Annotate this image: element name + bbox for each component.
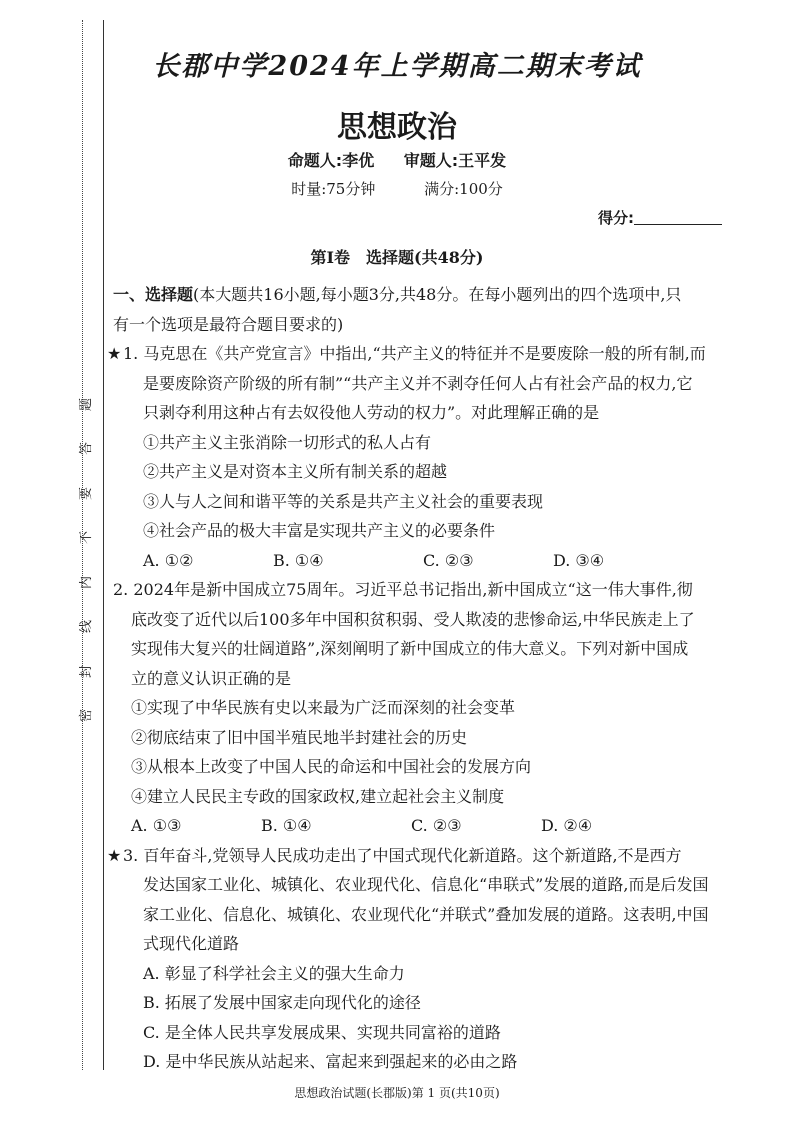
- statement: ②彻底结束了旧中国半殖民地半封建社会的历史: [131, 727, 468, 747]
- stem-line: 家工业化、信息化、城镇化、农业现代化“并联式”叠加发展的道路。这表明,中国: [143, 904, 709, 924]
- option: A. ①②: [143, 550, 194, 570]
- instructions-text: 有一个选项是最符合题目要求的): [113, 314, 344, 334]
- seal-char: 封: [79, 664, 95, 678]
- option: C. ②③: [423, 550, 474, 570]
- instructions-text: (本大题共16小题,每小题3分,共48分。在每小题列出的四个选项中,只: [193, 285, 682, 304]
- question-1-options: [113, 546, 713, 576]
- duration: 时量:75分钟: [291, 180, 376, 198]
- question-2-options: [113, 811, 713, 841]
- question-3-stem: [107, 841, 713, 871]
- statement: ①实现了中华民族有史以来最为广泛而深刻的社会变革: [131, 698, 516, 717]
- option: D. ③④: [553, 550, 605, 570]
- statement: ③人与人之间和谐平等的关系是共产主义社会的重要表现: [143, 491, 544, 511]
- stem-line: 发达国家工业化、城镇化、农业现代化、信息化“串联式”发展的道路,而是后发国: [143, 875, 709, 894]
- question-2-stem: 2. 2024年是新中国成立75周年。习近平总书记指出,新中国成立“这一伟大事件,彻: [113, 580, 693, 599]
- statement: ④建立人民民主专政的国家政权,建立起社会主义制度: [131, 786, 505, 806]
- option: D. 是中华民族从站起来、富起来到强起来的必由之路: [143, 1052, 518, 1071]
- question-1-stem: [107, 339, 713, 369]
- exam-info: [0, 178, 794, 199]
- statement: ④社会产品的极大丰富是实现共产主义的必要条件: [143, 521, 496, 540]
- seal-char: 要: [79, 486, 95, 500]
- seal-char: 答: [79, 442, 95, 456]
- reviewer: 审题人:王平发: [403, 151, 507, 170]
- stem-line: 3. 百年奋斗,党领导人民成功走出了中国式现代化新道路。这个新道路,不是西方: [123, 845, 682, 865]
- stem-line: 立的意义认识正确的是: [131, 668, 292, 688]
- subject-title: 思想政治: [337, 110, 457, 145]
- option: B. ①④: [273, 550, 324, 570]
- seal-char: 线: [79, 620, 95, 634]
- stem-line: 式现代化道路: [143, 934, 240, 953]
- statement: ③从根本上改变了中国人民的命运和中国社会的发展方向: [131, 757, 532, 776]
- stem-line: 只剥夺利用这种占有去奴役他人劳动的权力”。对此理解正确的是: [143, 403, 600, 422]
- author: 命题人:李优: [287, 151, 375, 170]
- authors: [0, 148, 794, 171]
- option: A. ①③: [131, 816, 182, 835]
- seal-char: 不: [79, 531, 95, 545]
- star-icon: ★: [107, 344, 122, 363]
- page-footer: 思想政治试题(长郡版)第 1 页(共10页): [294, 1086, 500, 1100]
- option: D. ②④: [541, 816, 593, 835]
- score-field: [598, 207, 722, 228]
- seal-char: 内: [79, 575, 95, 589]
- part-title: 第Ⅰ卷 选择题(共48分): [310, 248, 484, 267]
- score-label: 得分:: [598, 209, 634, 227]
- seal-char: 题: [79, 397, 95, 412]
- statement: ①共产主义主张消除一切形式的私人占有: [143, 432, 432, 452]
- stem-line: 底改变了近代以后100多年中国积贫积弱、受人欺凌的悲惨命运,中华民族走上了: [131, 609, 695, 629]
- option: B. ①④: [261, 816, 312, 835]
- section-instructions: [113, 280, 713, 310]
- stem-line: 1. 马克思在《共产党宣言》中指出,“共产主义的特征并不是要废除一般的所有制,而: [123, 344, 706, 363]
- section-title: 一、选择题: [113, 285, 194, 304]
- star-icon: ★: [107, 845, 122, 865]
- option: A. 彰显了科学社会主义的强大生命力: [143, 963, 405, 983]
- score-blank: [634, 210, 722, 225]
- option: C. 是全体人民共享发展成果、实现共同富裕的道路: [143, 1022, 501, 1042]
- seal-line-notice: [70, 395, 100, 725]
- stem-line: 是要废除资产阶级的所有制”“共产主义并不剥夺任何人占有社会产品的权力,它: [143, 373, 693, 393]
- option: C. ②③: [411, 816, 462, 835]
- seal-char: 密: [79, 708, 95, 722]
- option: B. 拓展了发展中国家走向现代化的途径: [143, 993, 421, 1012]
- exam-title: 长郡中学2024年上学期高二期末考试: [152, 51, 642, 82]
- full-score: 满分:100分: [424, 180, 503, 198]
- statement: ②共产主义是对资本主义所有制关系的超越: [143, 462, 448, 481]
- stem-line: 实现伟大复兴的壮阔道路”,深刻阐明了新中国成立的伟大意义。下列对新中国成: [131, 639, 689, 658]
- questions-body: [107, 280, 713, 1077]
